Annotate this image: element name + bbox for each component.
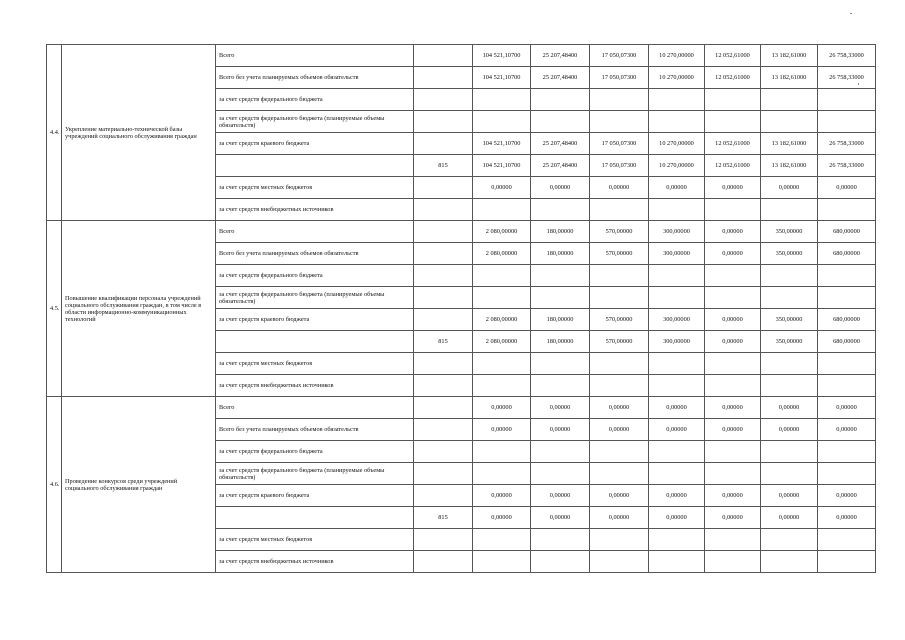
amount-cell: 180,00000 [531, 221, 590, 243]
budget-code-cell [414, 89, 473, 111]
amount-cell: 570,00000 [590, 309, 649, 331]
amount-cell [649, 353, 705, 375]
amount-cell [761, 199, 818, 221]
amount-cell [705, 287, 761, 309]
amount-cell: 12 052,61000 [705, 133, 761, 155]
funding-source-label: Всего [216, 397, 414, 419]
amount-cell: 104 521,10700 [473, 45, 531, 67]
scan-speck [850, 13, 852, 14]
amount-cell: 300,00000 [649, 243, 705, 265]
amount-cell: 0,00000 [761, 397, 818, 419]
amount-cell: 570,00000 [590, 243, 649, 265]
amount-cell [473, 463, 531, 485]
budget-code-cell [414, 199, 473, 221]
amount-cell: 0,00000 [705, 309, 761, 331]
amount-cell [818, 463, 876, 485]
amount-cell: 180,00000 [531, 243, 590, 265]
amount-cell [705, 441, 761, 463]
budget-code-cell [414, 111, 473, 133]
amount-cell [590, 199, 649, 221]
amount-cell: 570,00000 [590, 331, 649, 353]
funding-source-label [216, 155, 414, 177]
amount-cell: 0,00000 [590, 177, 649, 199]
amount-cell [531, 529, 590, 551]
amount-cell [649, 529, 705, 551]
amount-cell: 300,00000 [649, 331, 705, 353]
amount-cell: 104 521,10700 [473, 133, 531, 155]
amount-cell [473, 199, 531, 221]
budget-code-cell: 815 [414, 331, 473, 353]
funding-source-label: за счет средств федерального бюджета [216, 265, 414, 287]
amount-cell [473, 375, 531, 397]
amount-cell [590, 441, 649, 463]
amount-cell [590, 265, 649, 287]
amount-cell: 104 521,10700 [473, 155, 531, 177]
amount-cell: 680,00000 [818, 221, 876, 243]
amount-cell: 0,00000 [531, 397, 590, 419]
section-name: Повышение квалификации персонала учреждений социального обслуживания граждан, в том числе в области информационно-коммуникационных технологий [62, 221, 216, 397]
amount-cell [531, 551, 590, 573]
amount-cell [531, 441, 590, 463]
funding-source-label: за счет средств местных бюджетов [216, 177, 414, 199]
budget-code-cell [414, 485, 473, 507]
funding-source-label: за счет средств краевого бюджета [216, 485, 414, 507]
funding-source-label: Всего без учета планируемых объемов обязательств [216, 419, 414, 441]
amount-cell: 0,00000 [705, 419, 761, 441]
amount-cell: 0,00000 [818, 397, 876, 419]
amount-cell [761, 265, 818, 287]
amount-cell [818, 529, 876, 551]
amount-cell: 0,00000 [705, 507, 761, 529]
amount-cell [705, 89, 761, 111]
amount-cell [531, 199, 590, 221]
amount-cell: 13 182,61000 [761, 67, 818, 89]
budget-code-cell [414, 375, 473, 397]
amount-cell [761, 89, 818, 111]
amount-cell [649, 265, 705, 287]
budget-code-cell [414, 463, 473, 485]
amount-cell [473, 265, 531, 287]
amount-cell [649, 551, 705, 573]
amount-cell [473, 89, 531, 111]
amount-cell [818, 265, 876, 287]
amount-cell [705, 111, 761, 133]
amount-cell: 180,00000 [531, 331, 590, 353]
amount-cell: 0,00000 [761, 485, 818, 507]
amount-cell [531, 375, 590, 397]
amount-cell: 10 270,00000 [649, 155, 705, 177]
amount-cell [590, 353, 649, 375]
budget-code-cell [414, 397, 473, 419]
amount-cell: 17 050,07300 [590, 155, 649, 177]
amount-cell [705, 353, 761, 375]
amount-cell: 300,00000 [649, 309, 705, 331]
amount-cell: 0,00000 [473, 507, 531, 529]
amount-cell [649, 111, 705, 133]
amount-cell: 0,00000 [531, 485, 590, 507]
amount-cell [649, 441, 705, 463]
amount-cell: 25 207,48400 [531, 133, 590, 155]
funding-source-label: за счет средств федерального бюджета (планируемые объемы обязательств) [216, 111, 414, 133]
amount-cell: 10 270,00000 [649, 67, 705, 89]
amount-cell: 0,00000 [590, 507, 649, 529]
amount-cell: 350,00000 [761, 331, 818, 353]
amount-cell: 0,00000 [705, 331, 761, 353]
budget-table [46, 44, 876, 573]
amount-cell [531, 265, 590, 287]
amount-cell: 0,00000 [473, 177, 531, 199]
amount-cell: 17 050,07300 [590, 67, 649, 89]
budget-code-cell [414, 133, 473, 155]
amount-cell [761, 375, 818, 397]
amount-cell: 2 080,00000 [473, 221, 531, 243]
amount-cell [818, 551, 876, 573]
amount-cell [590, 89, 649, 111]
amount-cell [761, 463, 818, 485]
amount-cell: 350,00000 [761, 309, 818, 331]
amount-cell: 0,00000 [473, 419, 531, 441]
amount-cell: 0,00000 [818, 177, 876, 199]
funding-source-label: Всего [216, 221, 414, 243]
amount-cell: 2 080,00000 [473, 309, 531, 331]
amount-cell [705, 265, 761, 287]
funding-source-label: Всего без учета планируемых объемов обязательств [216, 243, 414, 265]
amount-cell: 180,00000 [531, 309, 590, 331]
budget-code-cell [414, 551, 473, 573]
amount-cell: 0,00000 [590, 419, 649, 441]
amount-cell [649, 463, 705, 485]
amount-cell: 0,00000 [590, 485, 649, 507]
amount-cell [531, 353, 590, 375]
amount-cell [761, 287, 818, 309]
budget-code-cell [414, 287, 473, 309]
amount-cell: 25 207,48400 [531, 155, 590, 177]
amount-cell: 350,00000 [761, 243, 818, 265]
budget-code-cell [414, 221, 473, 243]
amount-cell: 10 270,00000 [649, 133, 705, 155]
amount-cell: 350,00000 [761, 221, 818, 243]
amount-cell: 680,00000 [818, 331, 876, 353]
amount-cell: 680,00000 [818, 309, 876, 331]
budget-code-cell [414, 309, 473, 331]
amount-cell [705, 375, 761, 397]
amount-cell [473, 551, 531, 573]
funding-source-label: за счет средств внебюджетных источников [216, 551, 414, 573]
amount-cell [818, 89, 876, 111]
amount-cell: 104 521,10700 [473, 67, 531, 89]
funding-source-label [216, 331, 414, 353]
amount-cell: 13 182,61000 [761, 155, 818, 177]
amount-cell [473, 353, 531, 375]
amount-cell [649, 287, 705, 309]
amount-cell: 0,00000 [705, 221, 761, 243]
amount-cell: 0,00000 [818, 419, 876, 441]
budget-code-cell [414, 265, 473, 287]
budget-code-cell [414, 353, 473, 375]
amount-cell: 0,00000 [590, 397, 649, 419]
amount-cell: 0,00000 [761, 507, 818, 529]
amount-cell [818, 287, 876, 309]
table-row [47, 45, 876, 67]
budget-code-cell [414, 529, 473, 551]
funding-source-label: за счет средств федерального бюджета (планируемые объемы обязательств) [216, 463, 414, 485]
section-name: Укрепление материально-технической базы учреждений социального обслуживания граждан [62, 45, 216, 221]
amount-cell: 0,00000 [531, 507, 590, 529]
amount-cell [531, 111, 590, 133]
amount-cell [473, 529, 531, 551]
amount-cell: 26 758,33000 [818, 45, 876, 67]
amount-cell: 0,00000 [473, 485, 531, 507]
amount-cell: 26 758,33000 [818, 155, 876, 177]
amount-cell [649, 375, 705, 397]
amount-cell [761, 551, 818, 573]
amount-cell: 12 052,61000 [705, 45, 761, 67]
amount-cell [818, 441, 876, 463]
amount-cell [649, 199, 705, 221]
amount-cell: 13 182,61000 [761, 45, 818, 67]
amount-cell: 13 182,61000 [761, 133, 818, 155]
section-number: 4.6. [47, 397, 62, 573]
funding-source-label: Всего [216, 45, 414, 67]
amount-cell: 570,00000 [590, 221, 649, 243]
amount-cell: 300,00000 [649, 221, 705, 243]
amount-cell [761, 441, 818, 463]
budget-code-cell [414, 177, 473, 199]
amount-cell: 0,00000 [705, 397, 761, 419]
amount-cell [705, 463, 761, 485]
budget-code-cell [414, 45, 473, 67]
amount-cell: 2 080,00000 [473, 331, 531, 353]
funding-source-label: за счет средств местных бюджетов [216, 353, 414, 375]
amount-cell [590, 287, 649, 309]
amount-cell [761, 529, 818, 551]
section-number: 4.4. [47, 45, 62, 221]
amount-cell [590, 463, 649, 485]
funding-source-label: за счет средств федерального бюджета (планируемые объемы обязательств) [216, 287, 414, 309]
amount-cell [705, 551, 761, 573]
funding-source-label: за счет средств краевого бюджета [216, 309, 414, 331]
amount-cell [705, 529, 761, 551]
amount-cell: 26 758,33000 [818, 133, 876, 155]
amount-cell [473, 287, 531, 309]
amount-cell [473, 111, 531, 133]
amount-cell: 0,00000 [649, 485, 705, 507]
amount-cell: 680,00000 [818, 243, 876, 265]
amount-cell: 0,00000 [649, 397, 705, 419]
amount-cell: 25 207,48400 [531, 67, 590, 89]
amount-cell: 0,00000 [649, 507, 705, 529]
amount-cell [818, 375, 876, 397]
amount-cell [473, 441, 531, 463]
funding-source-label: Всего без учета планируемых объемов обязательств [216, 67, 414, 89]
amount-cell: 0,00000 [531, 419, 590, 441]
amount-cell [590, 529, 649, 551]
section-name: Проведение конкурсов среди учреждений социального обслуживания граждан [62, 397, 216, 573]
amount-cell: 0,00000 [761, 419, 818, 441]
funding-source-label: за счет средств внебюджетных источников [216, 375, 414, 397]
amount-cell [705, 199, 761, 221]
amount-cell [590, 551, 649, 573]
table-row [47, 397, 876, 419]
amount-cell: 0,00000 [818, 485, 876, 507]
amount-cell: 0,00000 [705, 485, 761, 507]
amount-cell [649, 89, 705, 111]
budget-code-cell [414, 419, 473, 441]
amount-cell [818, 353, 876, 375]
amount-cell: 17 050,07300 [590, 45, 649, 67]
amount-cell [761, 353, 818, 375]
amount-cell [531, 463, 590, 485]
amount-cell: 12 052,61000 [705, 155, 761, 177]
amount-cell [590, 111, 649, 133]
amount-cell: 0,00000 [531, 177, 590, 199]
funding-source-label [216, 507, 414, 529]
amount-cell: 26 758,33000 [818, 67, 876, 89]
amount-cell: 12 052,61000 [705, 67, 761, 89]
budget-code-cell: 815 [414, 155, 473, 177]
amount-cell: 10 270,00000 [649, 45, 705, 67]
section-number: 4.5. [47, 221, 62, 397]
amount-cell [531, 287, 590, 309]
amount-cell: 0,00000 [705, 243, 761, 265]
budget-code-cell [414, 67, 473, 89]
amount-cell: 0,00000 [473, 397, 531, 419]
funding-source-label: за счет средств местных бюджетов [216, 529, 414, 551]
budget-code-cell [414, 441, 473, 463]
amount-cell: 0,00000 [649, 419, 705, 441]
funding-source-label: за счет средств федерального бюджета [216, 89, 414, 111]
funding-source-label: за счет средств краевого бюджета [216, 133, 414, 155]
table-row [47, 221, 876, 243]
budget-code-cell: 815 [414, 507, 473, 529]
funding-source-label: за счет средств федерального бюджета [216, 441, 414, 463]
amount-cell: 0,00000 [649, 177, 705, 199]
amount-cell: 0,00000 [705, 177, 761, 199]
amount-cell: 25 207,48400 [531, 45, 590, 67]
amount-cell [761, 111, 818, 133]
amount-cell: 0,00000 [761, 177, 818, 199]
amount-cell: 17 050,07300 [590, 133, 649, 155]
amount-cell [818, 111, 876, 133]
amount-cell [531, 89, 590, 111]
amount-cell [818, 199, 876, 221]
amount-cell: 2 080,00000 [473, 243, 531, 265]
funding-source-label: за счет средств внебюджетных источников [216, 199, 414, 221]
amount-cell [590, 375, 649, 397]
budget-code-cell [414, 243, 473, 265]
amount-cell: 0,00000 [818, 507, 876, 529]
budget-table-body [47, 45, 876, 573]
